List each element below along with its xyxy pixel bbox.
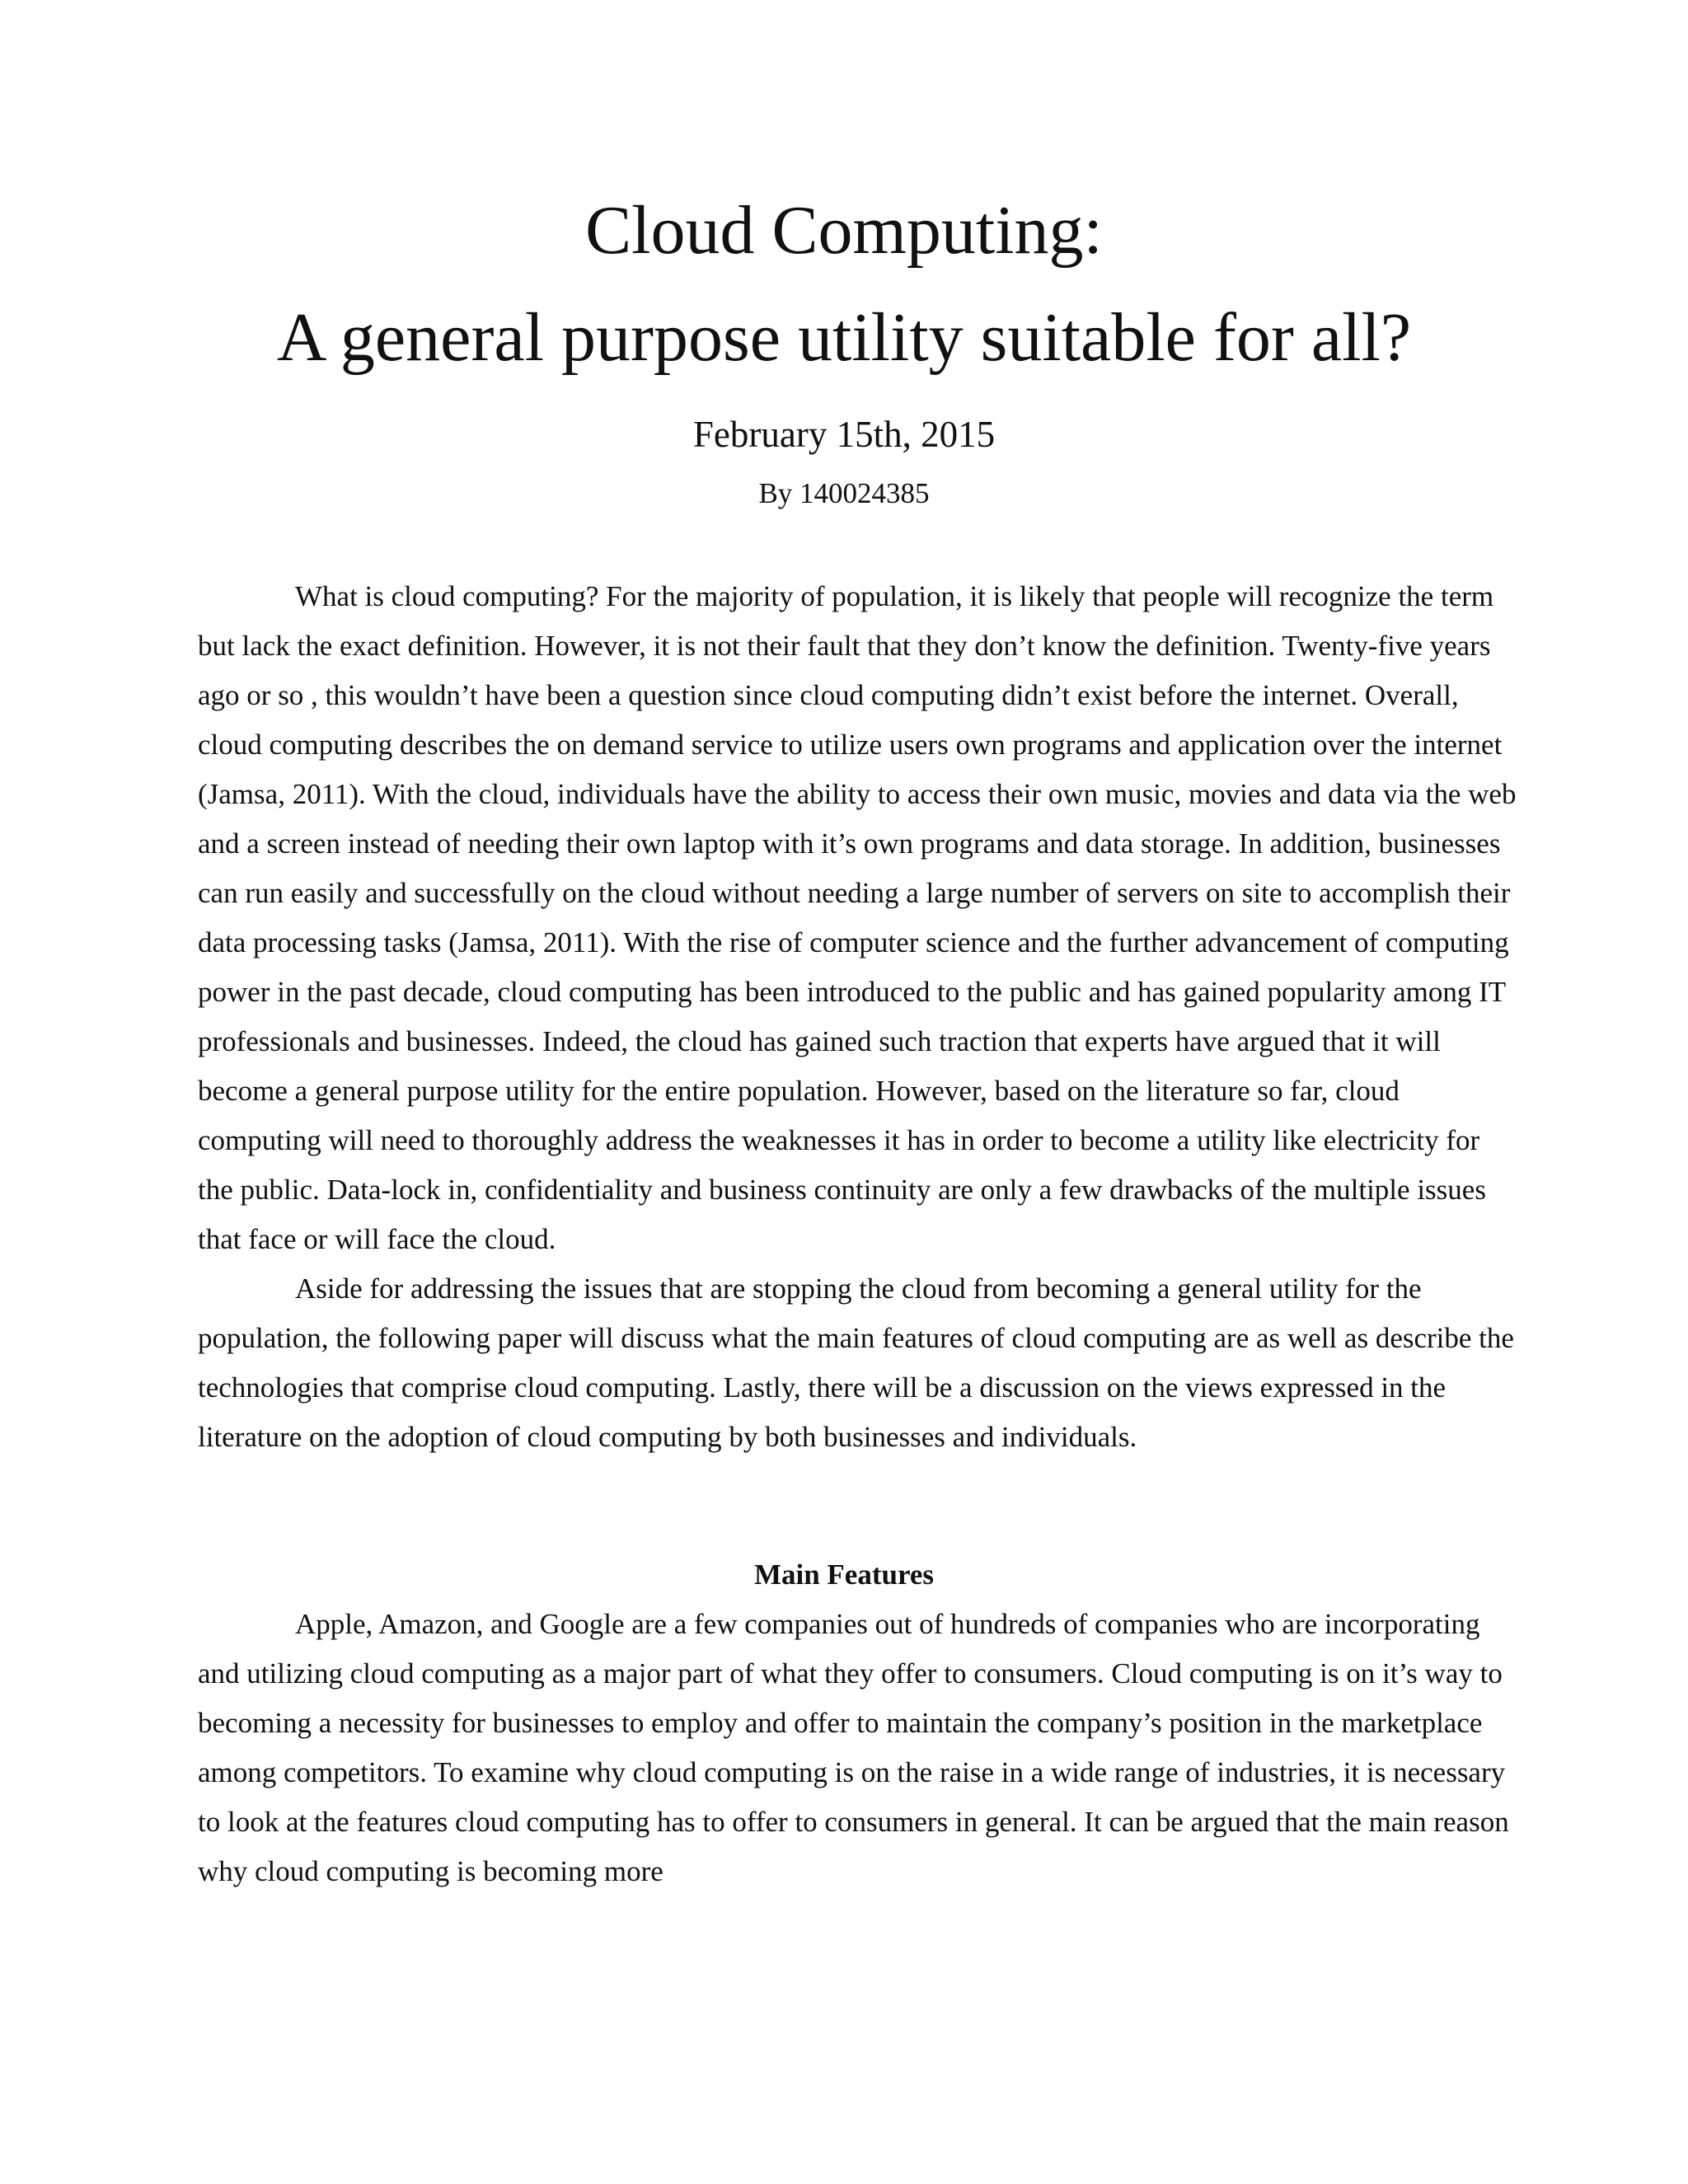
section-heading-main-features: Main Features: [753, 1558, 935, 1591]
title-line-2: A general purpose utility suitable for all?: [276, 299, 1412, 376]
main-features-section: [198, 1600, 1517, 1896]
paragraph-overview: Aside for addressing the issues that are stopping the cloud from becoming a general utility for the population, the following paper will discuss what the main features of cloud computing are as well as describe the technologies that comprise cloud computing. Lastly, there will be a discussion on the views expressed in the literature on the adoption of cloud computing by both businesses and individuals.: [198, 1272, 1514, 1453]
paragraph-intro: What is cloud computing? For the majority of population, it is likely that people will recognize the term but lack the exact definition. However, it is not their fault that they don’t know the definition. Twenty-five years ago or so , this wouldn’t have been a question since cloud computing didn’t exist before the internet. Overall, cloud computing describes the on demand service to utilize users own programs and application over the internet (Jamsa, 2011). With the cloud, individuals have the ability to access their own music, movies and data via the web and a screen instead of needing their own laptop with it’s own programs and data storage. In addition, businesses can run easily and successfully on the cloud without needing a large number of servers on site to accomplish their data processing tasks (Jamsa, 2011). With the rise of computer science and the further advancement of computing power in the past decade, cloud computing has been introduced to the public and has gained popularity among IT professionals and businesses. Indeed, the cloud has gained such traction that experts have argued that it will become a general purpose utility for the entire population. However, based on the literature so far, cloud computing will need to thoroughly address the weaknesses it has in order to become a utility like electricity for the public. Data-lock in, confidentiality and business continuity are only a few drawbacks of the multiple issues that face or will face the cloud.: [198, 580, 1517, 1255]
document-author: By 140024385: [758, 477, 930, 509]
introduction-section: [198, 572, 1517, 1462]
document-date: February 15th, 2015: [692, 414, 996, 455]
paragraph-main-features: Apple, Amazon, and Google are a few companies out of hundreds of companies who are incorporating and utilizing cloud computing as a major part of what they offer to consumers. Cloud computing is on it’s way to becoming a necessity for businesses to employ and offer to maintain the company’s position in the marketplace among competitors. To examine why cloud computing is on the raise in a wide range of industries, it is necessary to look at the features cloud computing has to offer to consumers in general. It can be argued that the main reason why cloud computing is becoming more: [198, 1608, 1509, 1887]
title-line-1: Cloud Computing:: [585, 192, 1103, 269]
